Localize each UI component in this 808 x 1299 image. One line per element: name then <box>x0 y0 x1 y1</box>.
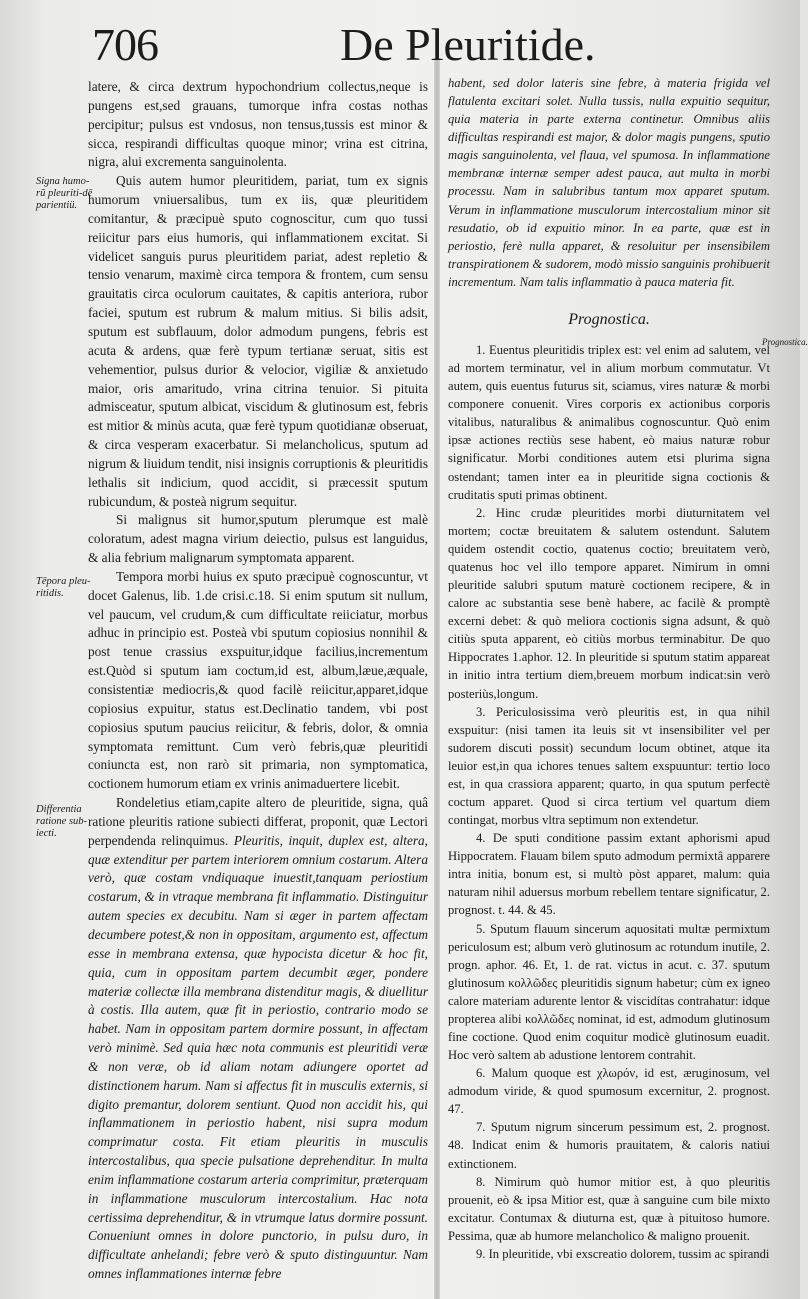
margin-note-signa: Signa humo-rũ pleuriti-dē parientiü. <box>36 176 93 211</box>
running-header <box>92 18 752 74</box>
paragraph <box>88 794 428 1284</box>
left-column <box>88 78 428 1284</box>
paragraph: 7. Sputum nigrum sincerum pessimum est, 2. prognost. 48. Indicat enim & humoris prauitatem, & caloris natiui extinctionem. <box>448 1120 770 1171</box>
paragraph: 9. In pleuritide, vbi exscreatio dolorem, tussim ac spirandi <box>476 1246 770 1261</box>
quotation-text: habent, sed dolor lateris sine febre, à materia frigida vel flatulenta excitari solet. Nulla tussis, nulla expuitio sequitur, quia materia in parte externa continetur. Omnibus aliis difficultas respirandi est major, & dolor magis pungens, sputio magis sanguinolenta, vel flaua, vel spumosa. In inflammatione membranæ internæ semper adest pauca, aut multa in morbi processu. Nam in salubribus tantum mox apparet sputum. Verum in inflammatione musculorum intercostalium minor sit resudatio, ob id expuitio minor. In ea parte, quæ est in periostio, ferè nulla apparet, & resoluitur per insensibilem transpirationem & sudorem, modò missio sanguinis prohibuerit incrementum. Nam talis inflammatio à pauca materia fit. <box>448 76 770 289</box>
paragraph: 1. Euentus pleuritidis triplex est: vel enim ad salutem, vel ad mortem terminatur, vel in alium morbum commutatur. Vt autem, quis euentus futurus sit, sciamus, vires naturæ & morbi componere conuenit. Vires corporis ex actionibus corporis vitalibus, naturalibus & animalibus cognoscuntur. Quò enim ipsæ actiones rectiùs sese habent, eò maius naturæ robur significatur. Morbi conditiones autem etsi plurima signa ostendant; tamen inter ea in pleuritide signa coctionis & cruditatis sputi primas obtinent. <box>448 343 770 502</box>
paragraph-text: Rondeletius etiam,capite altero de pleuritide, signa, quâ ratione pleuritis ratione subiecti differat, proponit, quæ Lectori perpendenda relinquimus. <box>88 795 428 848</box>
paragraph: 3. Periculosissima verò pleuritis est, in qua nihil exspuitur: (nisi tamen ita leuis sit vt insensibiliter vel per sudorem discuti possit) secundum locum obtinet, atque ita leuior est,in qua ichores tenues saltem exspuuntur: tertio loco est, in qua crassiora apparent; quarto, in qua sputum perfectè coctum apparet. Quod si circa tertium vel quartum diem contingat, morbus vltra septimum non extendetur. <box>448 704 770 828</box>
page-number: 706 <box>92 19 158 70</box>
margin-note-differentia: Differentia ratione sub-iecti. <box>36 804 88 839</box>
paragraph: 6. Malum quoque est χλωρόν, id est, æruginosum, vel admodum viride, & quod spumosum excernitur, 2. prognost. 47. <box>448 1066 770 1117</box>
paragraph: Quis autem humor pleuritidem, pariat, tum ex signis humorum vniuersalibus, tum ex iis, quæ pleuritidem comitantur, & præcipuè sputo cognoscitur, cum quo tussi reiicitur pars eius humoris, qui inflammationem excitat. Si videlicet sanguis purus pleuritidem pariat, adest repletio & tensio venarum, maximè circa tempora & frontem, cum sensu grauitatis circa oculorum cauitates, & capitis anteriora, rubor faciei, sputum est rubrum & malum mitius. Si bilis adsit, sputum est subflauum, dolor admodum pungens, febris est acuta & ardens, quæ ferè typum tertianæ seruat, sitis est vehementior, pulsus durior & velocior, vigiliæ & anxietudo maior, oris amaritudo, vrina citrina tenuior. Si pituita admisceatur, sputum albicat, viscidum & glutinosum est, febris est mitior & minùs acuta, quæ ferè typum quotidianæ obseruat, & circa vesperam exacerbatur. Si melancholicus, sputum ad nigrum & liuidum tendit, nisi insignis corruptionis & pleuritidis lethalis sit indicium, quod accidit, si præcessit sputum rubicundum, & posteà nigrum sequitur. <box>88 173 428 509</box>
margin-note-tempora: Tēpora pleu-ritidis. <box>36 576 91 599</box>
paragraph: latere, & circa dextrum hypochondrium collectus,neque is pungens est,sed grauans, tumorque infra costas nothas percipitur; pulsus est vndosus, non tensus,tussis est minor & sicca, respirandi difficultas quoque minor; vrina est citrina, nigra, alui excrementa sanguinolenta. <box>88 79 428 170</box>
page-title: De Pleuritide. <box>340 19 596 70</box>
right-column <box>448 74 770 1263</box>
page-gutter <box>434 60 440 1299</box>
quotation-text: Pleuritis, inquit, duplex est, altera, quæ extenditur per partem interiorem omnium costarum. Altera verò, quæ costam vndiquaque inuestit,tanquam periostium costarum, & in vtraque membrana fit inflammatio. Distinguitur autem species ex decubitu. Nam si æger in partem affectam decumbere potest,& non in oppositam, argumento est, affectum esse in membrana extensa, quæ hypocista dicetur & hoc fit, quia, cum in oppositam partem decumbit æger, pondere materiæ collectæ illa membrana distenditur magis, & diuellitur à costis. Illa autem, quæ fit in periostio, contrario modo se habet. Nam in oppositam partem dormire possunt, in affectam verò minimè. Sed quia hæc nota communis est pleuritidi veræ & non veræ, ob id aliam notam adiungere oportet ad distinctionem harum. Nam si affectus fit in musculis externis, si digito premantur, dolorem sentiunt. Quod non accidit his, qui inflammationem in periostio habent, nisi supra modum comprimatur costa. Fit etiam pleuritis in musculis intercostalibus, qua specie pulsatione deprehenditur. In multa enim inflammatione costarum arteria comprimitur, præterquam in inflammatione musculorum intercostalium. Hac nota certissima deprehenditur, & in vtrumque latus dormire possunt. Conueniunt omnes in dolore punctorio, in pulsu duro, in difficultate anhelandi; febre verò & sputo distinguuntur. Nam omnes inflammationes internæ febre <box>88 832 428 1282</box>
paragraph: 4. De sputi conditione passim extant aphorismi apud Hippocratem. Flauam bilem sputo admodum permixtâ apparere intra initia, bonum est, si multò pòst apparet, malum: quia naturam nihil aduersus morbum rebellem tentare significatur, 2. prognost. t. 44. & 45. <box>448 831 770 918</box>
paragraph: Tempora morbi huius ex sputo præcipuè cognoscuntur, vt docet Galenus, lib. 1.de crisi.c.18. Si enim sputum sit nullum, vel paucum, vel crudum,& cum difficultate reiiciatur, morbus adhuc in principio est. Posteà vbi sputum copiosius nonnihil & post tenue crassius exspuitur,idque facilius,incrementum est.Quòd si sputum iam coctum,id est, album,læue,æquale, consistentiæ mediocris,& quod facilè reiicitur,apparet,idque copiosius expuitur, status est.Declinatio tandem, vbi post copiosius sputum paucius reiicitur, & febris, dolor, & omnia symptomata remittunt. Cum verò febris,quæ pleuritidi coniuncta est, non rarò sit primaria, non symptomatica, coctionem humorum etiam ex vrinis animaduertere licebit. <box>88 568 428 792</box>
paragraph: Si malignus sit humor,sputum plerumque est malè coloratum, adest magna virium deiectio, pulsus est languidus, & alia febrium malignarum symptomata apparent. <box>88 512 428 566</box>
section-heading: Prognostica. <box>568 310 650 328</box>
margin-note-prognostica: Prognostica. <box>762 337 808 347</box>
paragraph: 5. Sputum flauum sincerum aquositati multæ permixtum periculosum est; album verò glutinosum ac rotundum inutile, 2. progn. aphor. 46. Et, 1. de rat. victus in acut. c. 37. sputum glutinosum κολλῶδες pleuritidis signum habetur; cùm ex igneo calore materiam adurente lentor & viscidítas contrahatur: idque propterea alibi κολλῶδες nominat, id est, admodum glutinosum fine coctione. Quod enim coquitur modicè glutinosum euadit. Hoc verò saltem ab adustione lentorem contrahit. <box>448 921 770 1063</box>
paragraph: 8. Nimirum quò humor mitior est, à quo pleuritis prouenit, eò & ipsa Mitior est, quæ à sanguine cum bile mixto excitatur. Contumax & diuturna est, quæ à pituitoso humore. Pessima, quæ ab humore melancholico & maligno prouenit. <box>448 1174 770 1243</box>
paragraph: 2. Hinc crudæ pleuritides morbi diuturnitatem vel mortem; coctæ breuitatem & salutem ostendunt. Salutem quidem ostendit coctio, quatenus coctio; breuitatem verò, quatenus hoc vel illo tempore apparet. Nimirum in omni pleuritide salubri sputum maturè coctionem recipere, & in calore ac substantia sese benè habere, ac facilè & promptè excerni debet: & quò meliora coctionis signa adsunt, & quò citiùs sputa apparent, eò citiùs morbus terminabitur. De quo Hippocrates 1.aphor. 12. In pleuritide si sputum statim appareat in initio intra tertium diem,breuem morbum indicat:sin verò posteriùs,longum. <box>448 505 770 701</box>
